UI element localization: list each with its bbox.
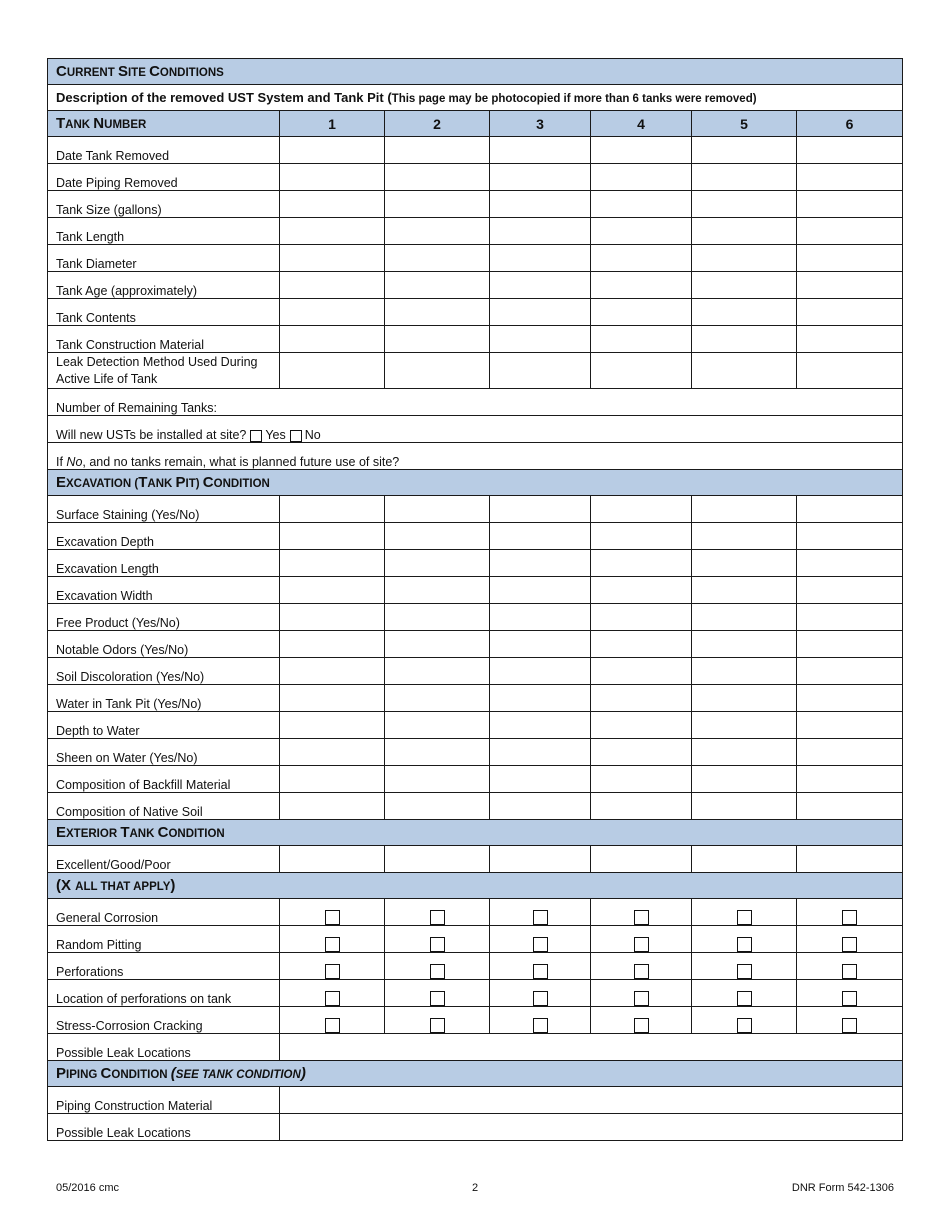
tank-entry-cell[interactable] bbox=[385, 496, 490, 523]
footer-date: 05/2016 cmc bbox=[56, 1182, 119, 1194]
site-row-label: Date Piping Removed bbox=[56, 176, 178, 190]
condition-label: Random Pitting bbox=[56, 938, 142, 952]
tank-entry-cell[interactable] bbox=[591, 218, 692, 245]
condition-row bbox=[48, 926, 903, 953]
condition-row bbox=[48, 980, 903, 1007]
tank-entry-cell[interactable] bbox=[797, 353, 903, 389]
tank-entry-cell[interactable] bbox=[490, 272, 591, 299]
condition-checkbox[interactable] bbox=[533, 1018, 548, 1033]
remaining-tanks-label: Number of Remaining Tanks: bbox=[56, 401, 217, 415]
tank-entry-cell[interactable] bbox=[385, 326, 490, 353]
condition-checkbox[interactable] bbox=[842, 937, 857, 952]
section-title-apply-part: ) bbox=[170, 877, 176, 894]
tank-entry-cell[interactable] bbox=[490, 577, 591, 604]
section-title-current-site bbox=[56, 63, 224, 79]
condition-label: Perforations bbox=[56, 965, 124, 979]
tank-entry-cell[interactable] bbox=[797, 846, 903, 873]
excavation-row-label: Water in Tank Pit (Yes/No) bbox=[56, 697, 202, 711]
excavation-row bbox=[48, 577, 903, 604]
tank-entry-cell[interactable] bbox=[280, 766, 385, 793]
site-row bbox=[48, 245, 903, 272]
section-title-excavation-part: ANK bbox=[147, 478, 176, 490]
tank-entry-cell[interactable] bbox=[692, 326, 797, 353]
site-row-label: Tank Length bbox=[56, 230, 125, 244]
tank-entry-cell[interactable] bbox=[385, 793, 490, 820]
condition-row bbox=[48, 1007, 903, 1034]
tank-entry-cell[interactable] bbox=[280, 658, 385, 685]
tank-entry-cell[interactable] bbox=[692, 793, 797, 820]
section-exterior bbox=[48, 820, 903, 846]
tank-entry-cell[interactable] bbox=[591, 496, 692, 523]
section-title-current-site-part: URRENT bbox=[66, 67, 118, 79]
site-row-label: Tank Contents bbox=[56, 311, 136, 325]
tank-entry-cell[interactable] bbox=[692, 523, 797, 550]
section-title-exterior-part: ONDITION bbox=[168, 828, 225, 840]
exterior-condition-row bbox=[48, 846, 903, 873]
tank-entry-cell[interactable] bbox=[385, 739, 490, 766]
section-title-current-site-part: S bbox=[117, 63, 128, 80]
tank-entry-cell[interactable] bbox=[280, 299, 385, 326]
tank-entry-cell[interactable] bbox=[280, 604, 385, 631]
condition-checkbox[interactable] bbox=[842, 991, 857, 1006]
excavation-row-label: Surface Staining (Yes/No) bbox=[56, 508, 200, 522]
tank-entry-cell[interactable] bbox=[591, 191, 692, 218]
tank-entry-cell[interactable] bbox=[385, 353, 490, 389]
condition-checkbox[interactable] bbox=[533, 991, 548, 1006]
condition-checkbox[interactable] bbox=[634, 964, 649, 979]
tank-entry-cell[interactable] bbox=[591, 846, 692, 873]
tank-entry-cell[interactable] bbox=[490, 496, 591, 523]
tank-entry-cell[interactable] bbox=[490, 793, 591, 820]
section-title-apply-part: ALL THAT APPLY bbox=[75, 881, 171, 893]
tank-entry-cell[interactable] bbox=[591, 245, 692, 272]
description-row bbox=[48, 85, 903, 111]
tank-entry-cell[interactable] bbox=[280, 137, 385, 164]
tank-entry-cell[interactable] bbox=[280, 739, 385, 766]
tank-entry-cell[interactable] bbox=[797, 550, 903, 577]
excavation-row-label: Sheen on Water (Yes/No) bbox=[56, 751, 198, 765]
condition-checkbox[interactable] bbox=[842, 910, 857, 925]
tank-entry-cell[interactable] bbox=[490, 604, 591, 631]
future-use-question: , and no tanks remain, what is planned future use of site? bbox=[82, 455, 400, 469]
condition-checkbox[interactable] bbox=[737, 937, 752, 952]
tank-column-5: 5 bbox=[740, 115, 748, 132]
site-row bbox=[48, 137, 903, 164]
section-apply bbox=[48, 873, 903, 899]
tank-entry-cell[interactable] bbox=[490, 245, 591, 272]
tank-entry-cell[interactable] bbox=[280, 793, 385, 820]
section-title-apply bbox=[56, 877, 175, 893]
page-number: 2 bbox=[471, 1182, 479, 1194]
section-title-piping-part: SEE TANK CONDITION bbox=[175, 1069, 301, 1081]
site-row-label: Tank Age (approximately) bbox=[56, 284, 198, 298]
section-title-excavation-part: ONDITION bbox=[213, 478, 270, 490]
tank-entry-cell[interactable] bbox=[385, 299, 490, 326]
tank-entry-cell[interactable] bbox=[490, 631, 591, 658]
condition-checkbox[interactable] bbox=[737, 910, 752, 925]
site-row bbox=[48, 299, 903, 326]
section-excavation bbox=[48, 470, 903, 496]
tank-number-label-part: ANK bbox=[65, 119, 94, 131]
condition-checkbox[interactable] bbox=[737, 991, 752, 1006]
possible-leak-label: Possible Leak Locations bbox=[56, 1046, 191, 1060]
tank-entry-cell[interactable] bbox=[797, 245, 903, 272]
section-title-piping bbox=[56, 1065, 306, 1081]
tank-entry-cell[interactable] bbox=[692, 299, 797, 326]
tank-number-label-part: T bbox=[56, 115, 66, 132]
section-title-excavation-part: C bbox=[202, 474, 214, 491]
condition-label: Stress-Corrosion Cracking bbox=[56, 1019, 203, 1033]
condition-label: Location of perforations on tank bbox=[56, 992, 232, 1006]
section-title-piping-part: ONDITION bbox=[111, 1069, 171, 1081]
new-usts-row bbox=[48, 416, 903, 443]
tank-entry-cell[interactable] bbox=[385, 631, 490, 658]
tank-number-label bbox=[56, 115, 146, 131]
tank-entry-cell[interactable] bbox=[797, 739, 903, 766]
condition-checkbox[interactable] bbox=[842, 1018, 857, 1033]
tank-entry-cell[interactable] bbox=[280, 523, 385, 550]
condition-checkbox[interactable] bbox=[430, 937, 445, 952]
section-title-current-site-part: ITE bbox=[127, 67, 150, 79]
excavation-row bbox=[48, 523, 903, 550]
tank-entry-cell[interactable] bbox=[490, 137, 591, 164]
condition-checkbox[interactable] bbox=[842, 964, 857, 979]
tank-entry-cell[interactable] bbox=[797, 191, 903, 218]
tank-column-6: 6 bbox=[845, 115, 854, 132]
tank-entry-cell[interactable] bbox=[280, 712, 385, 739]
condition-row bbox=[48, 953, 903, 980]
tank-entry-cell[interactable] bbox=[385, 164, 490, 191]
tank-entry-cell[interactable] bbox=[692, 191, 797, 218]
section-title-piping-part: ) bbox=[300, 1065, 306, 1082]
tank-entry-cell[interactable] bbox=[490, 766, 591, 793]
tank-entry-cell[interactable] bbox=[591, 739, 692, 766]
tank-column-2: 2 bbox=[433, 115, 441, 132]
tank-entry-cell[interactable] bbox=[797, 326, 903, 353]
tank-entry-cell[interactable] bbox=[692, 577, 797, 604]
excavation-row-label: Composition of Backfill Material bbox=[56, 778, 231, 792]
tank-entry-cell[interactable] bbox=[591, 272, 692, 299]
leak-detection-label-cont: Active Life of Tank bbox=[56, 371, 158, 386]
condition-checkbox[interactable] bbox=[533, 964, 548, 979]
excavation-row bbox=[48, 739, 903, 766]
excavation-row-label: Composition of Native Soil bbox=[56, 805, 203, 819]
future-use-italic: No bbox=[66, 455, 83, 469]
excavation-row bbox=[48, 658, 903, 685]
tank-entry-cell[interactable] bbox=[692, 353, 797, 389]
section-title-excavation-part: E bbox=[56, 474, 67, 491]
excavation-row bbox=[48, 793, 903, 820]
tank-entry-cell[interactable] bbox=[797, 658, 903, 685]
section-title-piping-part: ( bbox=[170, 1065, 176, 1082]
tank-entry-cell[interactable] bbox=[490, 326, 591, 353]
yes-checkbox[interactable] bbox=[250, 430, 262, 442]
form-number: DNR Form 542-1306 bbox=[791, 1182, 894, 1194]
section-title-excavation-part: XCAVATION ( bbox=[66, 478, 139, 490]
section-title-current-site-part: ONDITIONS bbox=[159, 67, 224, 79]
tank-entry-cell[interactable] bbox=[490, 712, 591, 739]
section-current-site bbox=[48, 59, 903, 85]
excavation-row-label: Excavation Length bbox=[56, 562, 159, 576]
tank-entry-cell[interactable] bbox=[490, 353, 591, 389]
description-title: Description of the removed UST System and Tank Pit ( bbox=[56, 90, 392, 105]
leak-detection-label: Leak Detection Method Used During bbox=[56, 354, 258, 369]
tank-entry-cell[interactable] bbox=[490, 739, 591, 766]
condition-checkbox[interactable] bbox=[325, 910, 340, 925]
tank-entry-cell[interactable] bbox=[280, 353, 385, 389]
excavation-row-label: Depth to Water bbox=[56, 724, 140, 738]
condition-checkbox[interactable] bbox=[533, 937, 548, 952]
condition-checkbox[interactable] bbox=[737, 1018, 752, 1033]
tank-number-label-part: UMBER bbox=[104, 119, 147, 131]
exterior-condition-row-label: Excellent/Good/Poor bbox=[56, 858, 171, 872]
tank-entry-cell[interactable] bbox=[692, 739, 797, 766]
tank-entry-cell[interactable] bbox=[797, 604, 903, 631]
tank-entry-cell[interactable] bbox=[797, 766, 903, 793]
tank-entry-cell[interactable] bbox=[797, 793, 903, 820]
excavation-row-label: Notable Odors (Yes/No) bbox=[56, 643, 189, 657]
tank-entry-cell[interactable] bbox=[692, 137, 797, 164]
tank-entry-cell[interactable] bbox=[692, 658, 797, 685]
site-row bbox=[48, 272, 903, 299]
condition-label: General Corrosion bbox=[56, 911, 159, 925]
site-row bbox=[48, 218, 903, 245]
section-title-excavation-part: IT) bbox=[185, 478, 203, 490]
tank-entry-cell[interactable] bbox=[591, 793, 692, 820]
tank-entry-cell[interactable] bbox=[280, 245, 385, 272]
no-label: No bbox=[304, 428, 321, 442]
tank-entry-cell[interactable] bbox=[280, 218, 385, 245]
tank-entry-cell[interactable] bbox=[591, 658, 692, 685]
section-title-exterior bbox=[56, 824, 225, 840]
tank-entry-cell[interactable] bbox=[490, 846, 591, 873]
condition-checkbox[interactable] bbox=[634, 1018, 649, 1033]
possible-leak-row bbox=[48, 1034, 903, 1061]
site-row bbox=[48, 164, 903, 191]
section-title-excavation-part: T bbox=[138, 474, 148, 491]
tank-entry-cell[interactable] bbox=[385, 245, 490, 272]
condition-checkbox[interactable] bbox=[325, 964, 340, 979]
excavation-row bbox=[48, 550, 903, 577]
section-title-piping-part: P bbox=[56, 1065, 67, 1082]
tank-entry-cell[interactable] bbox=[591, 685, 692, 712]
excavation-row bbox=[48, 496, 903, 523]
tank-entry-cell[interactable] bbox=[591, 137, 692, 164]
section-title-piping-part: IPING bbox=[66, 1069, 101, 1081]
tank-number-header bbox=[48, 111, 903, 137]
tank-entry-cell[interactable] bbox=[490, 164, 591, 191]
tank-entry-cell[interactable] bbox=[692, 685, 797, 712]
tank-column-1: 1 bbox=[328, 115, 336, 132]
possible-leak-input[interactable] bbox=[280, 1034, 903, 1061]
site-row-label: Tank Diameter bbox=[56, 257, 137, 271]
new-usts-question: Will new USTs be installed at site? bbox=[56, 428, 247, 442]
tank-entry-cell[interactable] bbox=[591, 299, 692, 326]
tank-entry-cell[interactable] bbox=[385, 550, 490, 577]
excavation-row bbox=[48, 712, 903, 739]
piping-label: Possible Leak Locations bbox=[56, 1126, 191, 1140]
tank-entry-cell[interactable] bbox=[280, 631, 385, 658]
tank-entry-cell[interactable] bbox=[385, 846, 490, 873]
tank-entry-cell[interactable] bbox=[797, 712, 903, 739]
tank-entry-cell[interactable] bbox=[280, 550, 385, 577]
piping-row bbox=[48, 1087, 903, 1114]
condition-row bbox=[48, 899, 903, 926]
excavation-row bbox=[48, 685, 903, 712]
tank-entry-cell[interactable] bbox=[591, 712, 692, 739]
section-title-exterior-part: C bbox=[157, 824, 169, 841]
photocopy-note: This page may be photocopied if more than 6 tanks were removed) bbox=[391, 93, 757, 105]
tank-entry-cell[interactable] bbox=[797, 496, 903, 523]
tank-entry-cell[interactable] bbox=[591, 353, 692, 389]
tank-entry-cell[interactable] bbox=[385, 272, 490, 299]
tank-entry-cell[interactable] bbox=[591, 604, 692, 631]
excavation-row bbox=[48, 631, 903, 658]
tank-entry-cell[interactable] bbox=[385, 191, 490, 218]
tank-entry-cell[interactable] bbox=[591, 766, 692, 793]
excavation-row-label: Soil Discoloration (Yes/No) bbox=[56, 670, 205, 684]
condition-checkbox[interactable] bbox=[325, 1018, 340, 1033]
tank-entry-cell[interactable] bbox=[280, 191, 385, 218]
tank-entry-cell[interactable] bbox=[797, 523, 903, 550]
piping-input[interactable] bbox=[280, 1087, 903, 1114]
tank-entry-cell[interactable] bbox=[385, 712, 490, 739]
piping-label: Piping Construction Material bbox=[56, 1099, 213, 1113]
site-row-label: Date Tank Removed bbox=[56, 149, 170, 163]
tank-entry-cell[interactable] bbox=[591, 523, 692, 550]
tank-entry-cell[interactable] bbox=[797, 137, 903, 164]
excavation-row bbox=[48, 604, 903, 631]
tank-column-3: 3 bbox=[536, 115, 544, 132]
tank-entry-cell[interactable] bbox=[385, 658, 490, 685]
tank-entry-cell[interactable] bbox=[692, 846, 797, 873]
site-row-label: Tank Construction Material bbox=[56, 338, 204, 352]
section-title-exterior-part: E bbox=[56, 824, 67, 841]
excavation-row-label: Free Product (Yes/No) bbox=[56, 616, 180, 630]
section-piping bbox=[48, 1061, 903, 1087]
tank-entry-cell[interactable] bbox=[490, 191, 591, 218]
tank-entry-cell[interactable] bbox=[385, 766, 490, 793]
tank-entry-cell[interactable] bbox=[280, 577, 385, 604]
tank-number-label-part: N bbox=[93, 115, 105, 132]
excavation-row-label: Excavation Width bbox=[56, 589, 153, 603]
condition-checkbox[interactable] bbox=[634, 910, 649, 925]
tank-entry-cell[interactable] bbox=[797, 685, 903, 712]
condition-checkbox[interactable] bbox=[325, 991, 340, 1006]
tank-entry-cell[interactable] bbox=[385, 604, 490, 631]
site-row-label: Tank Size (gallons) bbox=[56, 203, 162, 217]
tank-entry-cell[interactable] bbox=[591, 631, 692, 658]
excavation-row bbox=[48, 766, 903, 793]
tank-entry-cell[interactable] bbox=[490, 523, 591, 550]
section-title-apply-part: (X bbox=[56, 877, 76, 894]
tank-entry-cell[interactable] bbox=[692, 272, 797, 299]
tank-entry-cell[interactable] bbox=[385, 218, 490, 245]
tank-entry-cell[interactable] bbox=[280, 164, 385, 191]
section-title-exterior-part: T bbox=[120, 824, 130, 841]
tank-entry-cell[interactable] bbox=[692, 550, 797, 577]
tank-entry-cell[interactable] bbox=[797, 164, 903, 191]
section-title-excavation bbox=[56, 474, 270, 490]
tank-entry-cell[interactable] bbox=[591, 550, 692, 577]
tank-entry-cell[interactable] bbox=[385, 523, 490, 550]
tank-entry-cell[interactable] bbox=[692, 164, 797, 191]
site-conditions-form bbox=[47, 58, 903, 1141]
section-title-current-site-part: C bbox=[149, 63, 160, 80]
tank-entry-cell[interactable] bbox=[280, 846, 385, 873]
tank-entry-cell[interactable] bbox=[591, 326, 692, 353]
section-title-excavation-part: P bbox=[175, 474, 186, 491]
tank-entry-cell[interactable] bbox=[797, 299, 903, 326]
leak-detection-row bbox=[48, 353, 903, 389]
tank-entry-cell[interactable] bbox=[385, 137, 490, 164]
tank-entry-cell[interactable] bbox=[797, 218, 903, 245]
condition-checkbox[interactable] bbox=[634, 991, 649, 1006]
tank-entry-cell[interactable] bbox=[490, 685, 591, 712]
condition-checkbox[interactable] bbox=[430, 1018, 445, 1033]
piping-row bbox=[48, 1114, 903, 1141]
future-use-row bbox=[48, 443, 903, 470]
section-title-exterior-part: ANK bbox=[129, 828, 158, 840]
site-row bbox=[48, 191, 903, 218]
condition-checkbox[interactable] bbox=[737, 964, 752, 979]
tank-entry-cell[interactable] bbox=[280, 326, 385, 353]
piping-input[interactable] bbox=[280, 1114, 903, 1141]
section-title-current-site-part: C bbox=[56, 63, 67, 80]
condition-checkbox[interactable] bbox=[430, 964, 445, 979]
tank-entry-cell[interactable] bbox=[385, 685, 490, 712]
condition-checkbox[interactable] bbox=[430, 910, 445, 925]
tank-entry-cell[interactable] bbox=[280, 496, 385, 523]
tank-entry-cell[interactable] bbox=[797, 577, 903, 604]
tank-entry-cell[interactable] bbox=[280, 272, 385, 299]
tank-entry-cell[interactable] bbox=[797, 272, 903, 299]
tank-entry-cell[interactable] bbox=[490, 550, 591, 577]
tank-entry-cell[interactable] bbox=[797, 631, 903, 658]
tank-entry-cell[interactable] bbox=[692, 604, 797, 631]
condition-checkbox[interactable] bbox=[634, 937, 649, 952]
tank-entry-cell[interactable] bbox=[591, 164, 692, 191]
section-title-piping-part: C bbox=[100, 1065, 112, 1082]
condition-checkbox[interactable] bbox=[430, 991, 445, 1006]
remaining-tanks-row bbox=[48, 389, 903, 416]
tank-entry-cell[interactable] bbox=[280, 685, 385, 712]
excavation-row-label: Excavation Depth bbox=[56, 535, 154, 549]
section-title-exterior-part: XTERIOR bbox=[66, 828, 121, 840]
tank-entry-cell[interactable] bbox=[385, 577, 490, 604]
tank-entry-cell[interactable] bbox=[692, 766, 797, 793]
no-checkbox[interactable] bbox=[290, 430, 302, 442]
tank-column-4: 4 bbox=[637, 115, 645, 132]
tank-entry-cell[interactable] bbox=[692, 218, 797, 245]
yes-label: Yes bbox=[265, 428, 286, 442]
tank-entry-cell[interactable] bbox=[692, 245, 797, 272]
tank-entry-cell[interactable] bbox=[490, 299, 591, 326]
tank-entry-cell[interactable] bbox=[591, 577, 692, 604]
condition-checkbox[interactable] bbox=[325, 937, 340, 952]
tank-entry-cell[interactable] bbox=[692, 631, 797, 658]
future-use-prefix: If bbox=[56, 455, 67, 469]
tank-entry-cell[interactable] bbox=[692, 712, 797, 739]
condition-checkbox[interactable] bbox=[533, 910, 548, 925]
tank-entry-cell[interactable] bbox=[490, 658, 591, 685]
site-row bbox=[48, 326, 903, 353]
tank-entry-cell[interactable] bbox=[490, 218, 591, 245]
tank-entry-cell[interactable] bbox=[692, 496, 797, 523]
